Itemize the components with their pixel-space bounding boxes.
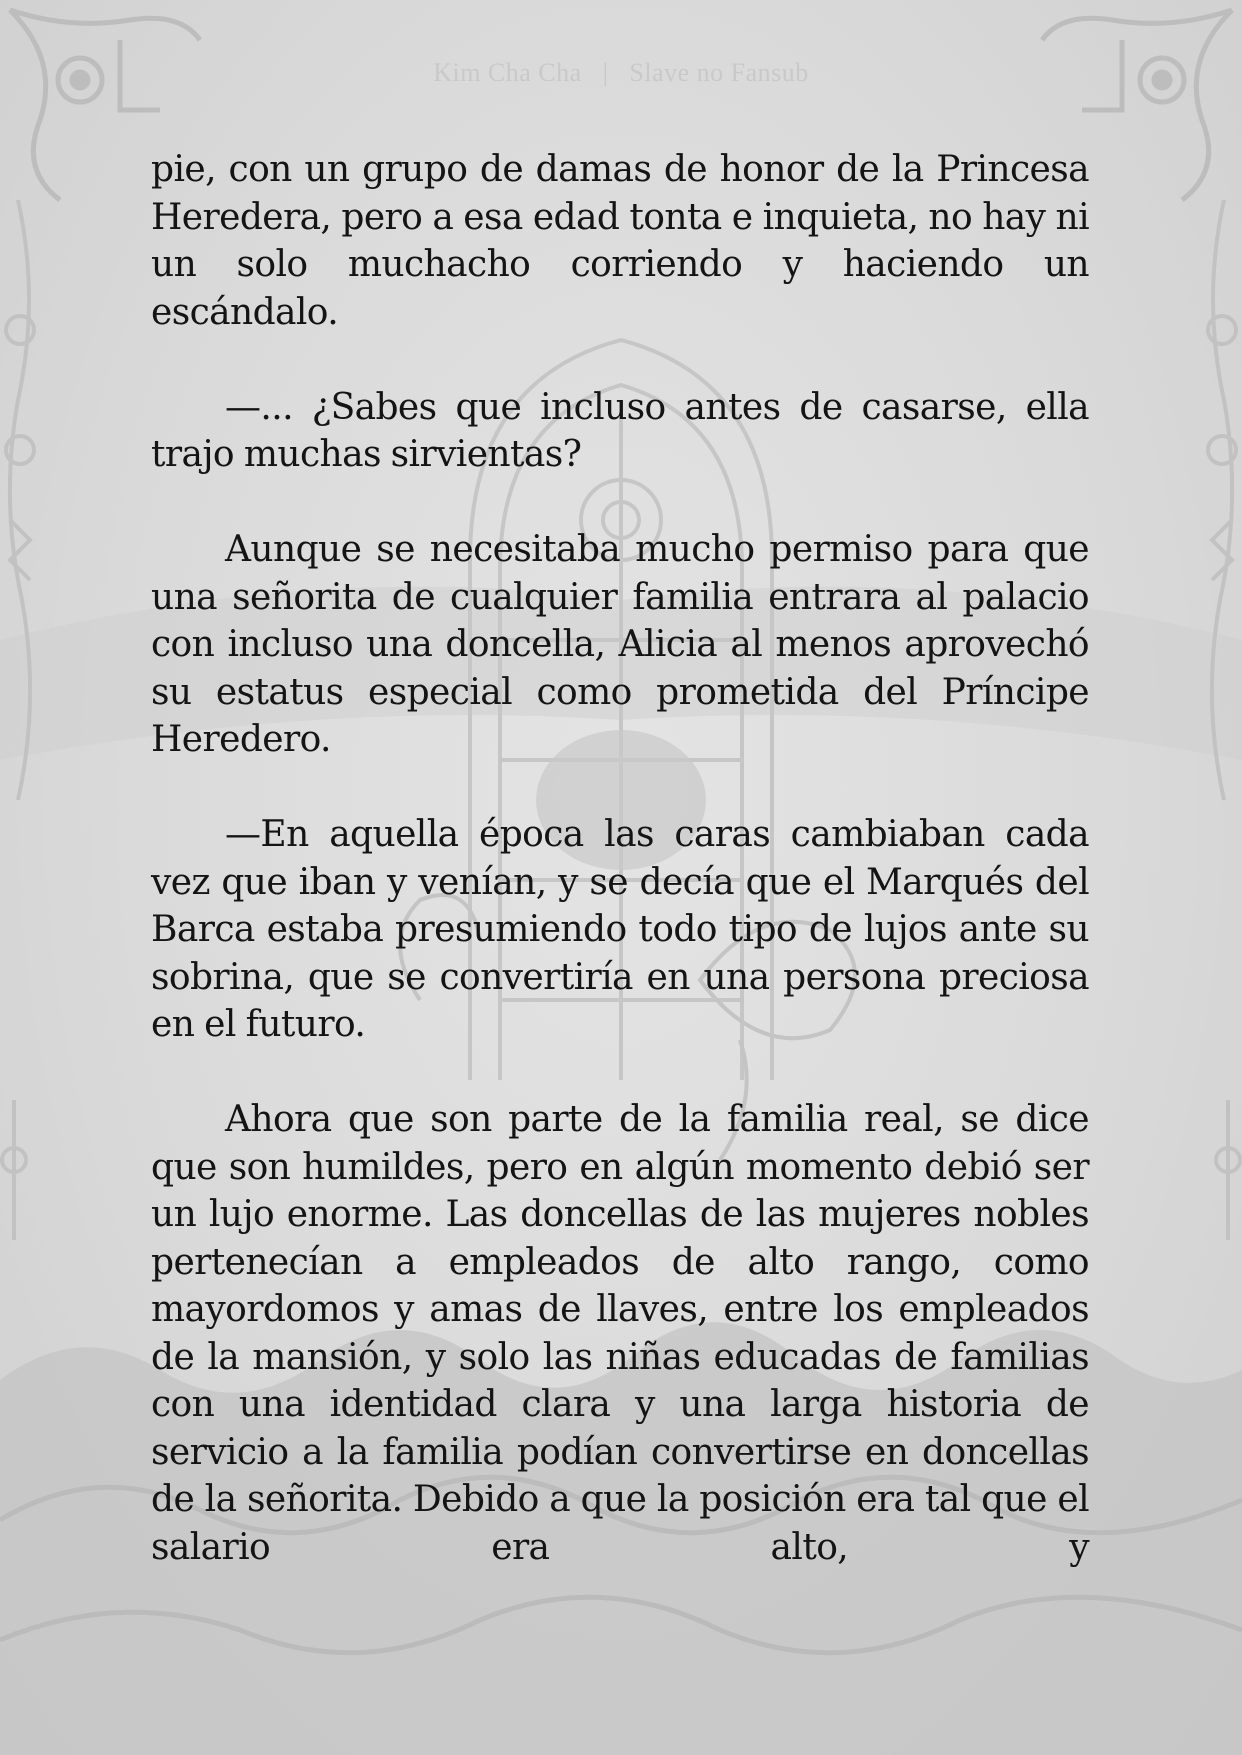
paragraph-3: Aunque se necesitaba mucho permiso para que una señorita de cualquier familia entrara al palacio con incluso una doncella, Alicia al menos aprovechó su estatus especial como prometida del Príncipe Heredero.	[151, 529, 1089, 760]
page-header-watermark	[0, 58, 1242, 88]
document-body	[151, 146, 1089, 1571]
paragraph-1: pie, con un grupo de damas de honor de la Princesa Heredera, pero a esa edad tonta e inquieta, no hay ni un solo muchacho corriendo y haciendo un escándalo.	[151, 149, 1089, 333]
header-right-text: Slave no Fansub	[629, 58, 809, 87]
header-left-text: Kim Cha Cha	[433, 58, 582, 87]
paragraph-2: —... ¿Sabes que incluso antes de casarse, ella trajo muchas sirvientas?	[151, 386, 1089, 475]
paragraph-4: —En aquella época las caras cambiaban cada vez que iban y venían, y se decía que el Marqués del Barca estaba presumiendo todo tipo de lujos ante su sobrina, que se convertiría en una persona preciosa en el futuro.	[151, 814, 1089, 1045]
header-separator: |	[602, 58, 609, 87]
paragraph-5: Ahora que son parte de la familia real, se dice que son humildes, pero en algún momento debió ser un lujo enorme. Las doncellas de las mujeres nobles pertenecían a empleados de alto rango, como mayordomos y amas de llaves, entre los empleados de la mansión, y solo las niñas educadas de familias con una identidad clara y una larga historia de servicio a la familia podían convertirse en doncellas de la señorita. Debido a que la posición era tal que el salario era alto, y	[151, 1099, 1089, 1568]
